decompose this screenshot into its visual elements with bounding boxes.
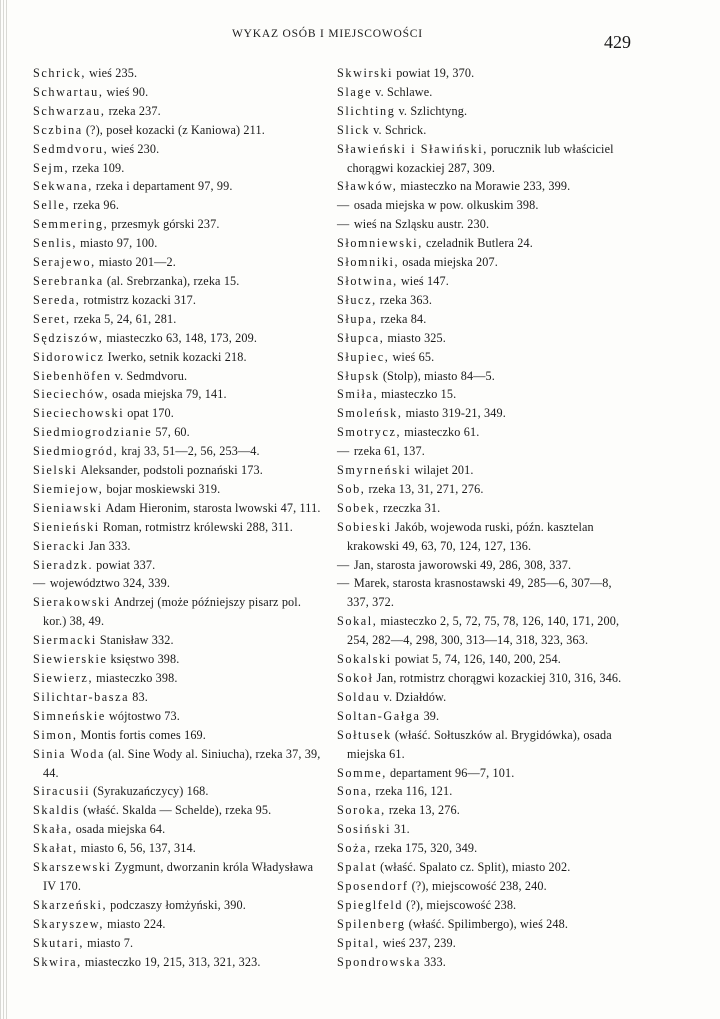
entry-headword: Skała,	[33, 822, 73, 837]
index-entry	[33, 499, 325, 518]
index-entry	[33, 858, 325, 896]
entry-headword: Spalat	[337, 860, 378, 875]
entry-description: 57, 60.	[155, 425, 190, 440]
entry-description: bojar moskiewski 319.	[106, 481, 221, 496]
entry-description: miasto 7.	[87, 935, 134, 950]
index-entry	[33, 291, 325, 310]
index-entry	[337, 442, 633, 461]
entry-description: rzeka 84.	[380, 311, 427, 326]
entry-description: Roman, rotmistrz królewski 288, 311.	[102, 519, 293, 534]
entry-headword: Spondrowska	[337, 954, 421, 969]
entry-headword: Schwarzau,	[33, 103, 106, 118]
index-entry	[337, 480, 633, 499]
entry-description: miasteczko na Morawie 233, 399.	[400, 179, 571, 194]
entry-description: miasto 325.	[387, 330, 446, 345]
entry-description: miasteczko 19, 215, 313, 321, 323.	[84, 954, 261, 969]
entry-headword: Serebranka	[33, 273, 104, 288]
index-entry	[33, 348, 325, 367]
index-entry	[337, 215, 633, 234]
entry-description: 83.	[132, 689, 148, 704]
entry-description: wilajet 201.	[414, 463, 474, 478]
entry-description: wieś 230.	[111, 141, 160, 156]
index-column-right	[337, 64, 633, 972]
entry-description: (właść. Spilimbergo), wieś 248.	[408, 916, 569, 931]
entry-description: powiat 5, 74, 126, 140, 200, 254.	[394, 652, 561, 667]
index-entry	[33, 480, 325, 499]
entry-description: (al. Srebrzanka), rzeka 15.	[106, 273, 240, 288]
index-entry	[33, 896, 325, 915]
page-header	[0, 22, 720, 52]
entry-headword: Sposendorf	[337, 878, 409, 893]
index-entry	[33, 745, 325, 783]
index-entry	[33, 593, 325, 631]
entry-headword: Skaldis	[33, 803, 81, 818]
index-entry	[337, 499, 633, 518]
entry-headword: Sob,	[337, 481, 366, 496]
entry-headword: —	[337, 198, 351, 213]
entry-description: miasteczko 398.	[96, 671, 178, 685]
entry-headword: Spital,	[337, 935, 380, 950]
index-entry	[337, 858, 633, 877]
entry-headword: Skwirski	[337, 66, 394, 80]
index-entry	[33, 726, 325, 745]
entry-description: (właść. Spalato cz. Split), miasto 202.	[380, 860, 571, 875]
entry-description: wieś 235.	[89, 66, 138, 80]
entry-headword: Słupca,	[337, 330, 385, 345]
index-entry	[337, 764, 633, 783]
entry-headword: Schwartau,	[33, 84, 104, 99]
index-entry	[337, 461, 633, 480]
index-entry	[337, 896, 633, 915]
index-entry	[337, 272, 633, 291]
entry-description: miasteczko 15.	[381, 387, 457, 402]
entry-description: porucznik lub właściciel chorągwi kozackiej 287, 309.	[347, 141, 614, 175]
entry-headword: Siermacki	[33, 633, 97, 648]
entry-headword: Słomniki,	[337, 255, 400, 270]
index-entry	[33, 196, 325, 215]
index-entry	[337, 291, 633, 310]
entry-headword: Smotrycz,	[337, 425, 402, 440]
entry-headword: Sereda,	[33, 292, 81, 307]
entry-description: (Syrakuzańczycy) 168.	[93, 784, 209, 799]
entry-headword: Skutari,	[33, 935, 85, 950]
index-entry	[337, 121, 633, 140]
entry-headword: Sokoł	[337, 671, 374, 685]
entry-description: rzeka 109.	[72, 160, 125, 175]
entry-description: miasteczko 61.	[404, 425, 480, 440]
entry-headword: Sczbina	[33, 122, 83, 137]
entry-description: rzeka 13, 276.	[388, 803, 460, 818]
entry-description: rzeka 363.	[379, 292, 433, 307]
entry-description: rzeka 96.	[73, 198, 120, 213]
index-entry	[337, 650, 633, 669]
entry-description: v. Sedmdvoru.	[114, 368, 188, 383]
entry-headword: Słucz,	[337, 292, 377, 307]
entry-headword: Sieniawski	[33, 500, 103, 515]
entry-headword: Sinia Woda	[33, 746, 106, 761]
index-entry	[33, 177, 325, 196]
entry-description: (właść. Sołtuszków al. Brygidówka), osada miejska 61.	[347, 727, 612, 761]
index-entry	[33, 688, 325, 707]
index-entry	[33, 102, 325, 121]
entry-description: powiat 337.	[96, 557, 156, 572]
index-entry	[337, 669, 633, 688]
index-entry	[337, 574, 633, 612]
index-entry	[33, 839, 325, 858]
index-entry	[337, 83, 633, 102]
entry-headword: Siewierz,	[33, 671, 94, 685]
entry-headword: Somme,	[337, 765, 387, 780]
entry-headword: Selle,	[33, 198, 71, 213]
entry-headword: Słupsk	[337, 368, 380, 383]
entry-headword: Sędziszów,	[33, 330, 104, 345]
entry-description: Jan, starosta jaworowski 49, 286, 308, 337.	[353, 557, 572, 572]
entry-headword: Slick	[337, 122, 371, 137]
entry-description: (Stolp), miasto 84—5.	[382, 368, 496, 383]
entry-description: miasto 97, 100.	[80, 236, 158, 251]
entry-headword: Silichtar-basza	[33, 689, 130, 704]
entry-headword: Seret,	[33, 311, 71, 326]
entry-description: v. Schrick.	[373, 122, 427, 137]
entry-description: Jan 333.	[88, 538, 131, 553]
entry-description: miasto 319-21, 349.	[405, 406, 506, 421]
entry-headword: Smiła,	[337, 387, 379, 402]
entry-description: rzeczka 31.	[383, 500, 441, 515]
index-entry	[337, 877, 633, 896]
index-entry	[33, 650, 325, 669]
entry-description: rzeka 175, 320, 349.	[374, 841, 478, 856]
index-entry	[337, 140, 633, 178]
entry-headword: Sławieński i Sławiński,	[337, 141, 488, 156]
index-entry	[33, 574, 325, 593]
entry-description: miasto 224.	[107, 916, 166, 931]
entry-description: podczaszy łomżyński, 390.	[110, 897, 246, 912]
entry-headword: Skaryszew,	[33, 916, 105, 931]
index-entry	[337, 707, 633, 726]
index-entry	[33, 442, 325, 461]
entry-description: czeladnik Butlera 24.	[425, 236, 533, 251]
entry-description: osada miejska 207.	[402, 255, 498, 270]
entry-headword: —	[33, 576, 47, 591]
index-entry	[337, 253, 633, 272]
entry-description: Aleksander, podstoli poznański 173.	[80, 463, 263, 478]
entry-headword: Sienieński	[33, 519, 100, 534]
index-entry	[33, 385, 325, 404]
index-entry	[33, 64, 325, 83]
index-column-left	[33, 64, 325, 972]
entry-description: Stanisław 332.	[99, 633, 174, 648]
index-entry	[33, 234, 325, 253]
entry-headword: Sieracki	[33, 538, 86, 553]
index-entry	[33, 518, 325, 537]
running-title: WYKAZ OSÓB I MIEJSCOWOŚCI	[232, 28, 423, 40]
entry-headword: Słupiec,	[337, 349, 390, 364]
entry-description: osada miejska 64.	[75, 822, 166, 837]
entry-headword: Simneńskie	[33, 708, 106, 723]
index-entry	[337, 782, 633, 801]
entry-description: przesmyk górski 237.	[111, 217, 220, 232]
entry-description: Marek, starosta krasnostawski 49, 285—6, 307—8, 337, 372.	[347, 576, 612, 610]
entry-description: rzeka 5, 24, 61, 281.	[73, 311, 177, 326]
entry-description: wójtostwo 73.	[108, 708, 180, 723]
entry-description: miasto 201—2.	[98, 255, 176, 270]
entry-headword: Sokal,	[337, 614, 378, 629]
entry-description: kraj 33, 51—2, 56, 253—4.	[121, 444, 260, 459]
entry-headword: Soltan-Gałga	[337, 708, 421, 723]
entry-headword: Siedmiogrodzianie	[33, 425, 153, 440]
entry-description: Adam Hieronim, starosta lwowski 47, 111.	[105, 500, 321, 515]
entry-headword: Skwira,	[33, 954, 82, 969]
entry-description: v. Działdów.	[383, 689, 447, 704]
entry-headword: Sieciechowski	[33, 406, 125, 421]
entry-headword: Smyrneński	[337, 463, 412, 478]
index-entry	[337, 726, 633, 764]
entry-headword: Serajewo,	[33, 255, 96, 270]
entry-headword: Soża,	[337, 841, 372, 856]
book-binding-edge	[0, 0, 9, 1019]
index-entry	[33, 423, 325, 442]
index-entry	[337, 915, 633, 934]
entry-headword: Siewierskie	[33, 652, 108, 667]
entry-description: wieś 90.	[106, 84, 149, 99]
entry-description: rotmistrz kozacki 317.	[83, 292, 197, 307]
entry-headword: Sokalski	[337, 652, 392, 667]
entry-description: opat 170.	[127, 406, 174, 421]
entry-headword: Siedmiogród,	[33, 444, 119, 459]
entry-description: Andrzej (może późniejszy pisarz pol. kor.) 38, 49.	[43, 595, 302, 629]
entry-headword: Sieciechów,	[33, 387, 110, 402]
entry-description: (?), miejscowość 238.	[406, 897, 517, 912]
entry-headword: Sieradzk.	[33, 557, 94, 572]
index-entry	[33, 310, 325, 329]
entry-description: miasto 6, 56, 137, 314.	[80, 841, 196, 856]
index-entry	[33, 159, 325, 178]
entry-headword: —	[337, 557, 351, 572]
entry-description: wieś 147.	[400, 273, 449, 288]
index-entry	[337, 196, 633, 215]
entry-description: 333.	[424, 954, 446, 969]
index-entry	[337, 404, 633, 423]
index-entry	[33, 83, 325, 102]
entry-description: Zygmunt, dworzanin króla Władysława IV 170.	[43, 860, 314, 893]
entry-headword: Slichting	[337, 103, 396, 118]
entry-headword: Smoleńsk,	[337, 406, 403, 421]
index-entry	[337, 612, 633, 650]
entry-description: województwo 324, 339.	[49, 576, 171, 591]
entry-headword: —	[337, 217, 351, 232]
index-entry	[33, 915, 325, 934]
index-entry	[337, 801, 633, 820]
entry-headword: Simon,	[33, 727, 78, 742]
index-entry	[33, 253, 325, 272]
index-entry	[337, 177, 633, 196]
entry-description: księstwo 398.	[110, 652, 180, 667]
index-entry	[337, 64, 633, 83]
index-entry	[33, 121, 325, 140]
entry-headword: Sedmdvoru,	[33, 141, 109, 156]
entry-description: wieś 237, 239.	[382, 935, 456, 950]
entry-description: Jakób, wojewoda ruski, późn. kasztelan krakowski 49, 63, 70, 124, 127, 136.	[347, 519, 594, 553]
entry-description: rzeka 61, 137.	[353, 444, 425, 459]
entry-description: rzeka 13, 31, 271, 276.	[368, 481, 484, 496]
entry-description: Jan, rotmistrz chorągwi kozackiej 310, 316, 346.	[376, 671, 622, 685]
index-entry	[33, 934, 325, 953]
entry-headword: Skałat,	[33, 841, 78, 856]
entry-headword: Sielski	[33, 463, 78, 478]
index-entry	[337, 385, 633, 404]
index-entry	[33, 801, 325, 820]
index-entry	[33, 329, 325, 348]
index-entry	[33, 461, 325, 480]
entry-description: (właść. Skalda — Schelde), rzeka 95.	[83, 803, 272, 818]
index-entry	[337, 348, 633, 367]
entry-description: osada miejska w pow. olkuskim 398.	[353, 198, 539, 213]
entry-headword: Skarzeński,	[33, 897, 108, 912]
entry-description: (?), miejscowość 238, 240.	[411, 878, 547, 893]
index-entry	[33, 537, 325, 556]
index-entry	[337, 839, 633, 858]
entry-headword: Siracusii	[33, 784, 91, 799]
entry-description: 39.	[423, 708, 440, 723]
index-entry	[337, 688, 633, 707]
entry-headword: —	[337, 444, 351, 459]
entry-description: v. Szlichtyng.	[398, 103, 468, 118]
index-entry	[337, 367, 633, 386]
index-entry	[33, 631, 325, 650]
entry-headword: Semmering,	[33, 217, 109, 232]
index-entry	[337, 820, 633, 839]
index-entry	[33, 820, 325, 839]
entry-description: rzeka i departament 97, 99.	[95, 179, 233, 194]
index-entry	[337, 953, 633, 972]
entry-headword: Soroka,	[337, 803, 386, 818]
entry-description: Iwerko, setnik kozacki 218.	[107, 349, 247, 364]
index-entry	[33, 669, 325, 688]
entry-headword: Siemiejow,	[33, 481, 104, 496]
index-entry	[33, 404, 325, 423]
entry-headword: Schrick,	[33, 66, 87, 80]
entry-headword: Skarszewski	[33, 860, 112, 875]
index-entry	[337, 102, 633, 121]
entry-headword: Soldau	[337, 689, 381, 704]
entry-headword: Senlis,	[33, 236, 78, 251]
entry-headword: Słomniewski,	[337, 236, 423, 251]
entry-headword: Siebenhöfen	[33, 368, 112, 383]
entry-headword: Sidorowicz	[33, 349, 105, 364]
entry-headword: Sosiński	[337, 822, 392, 837]
index-entry	[33, 367, 325, 386]
entry-headword: Sławków,	[337, 179, 398, 194]
entry-headword: Słotwina,	[337, 273, 398, 288]
entry-headword: Sobieski	[337, 519, 392, 534]
index-entry	[33, 707, 325, 726]
entry-headword: Spieglfeld	[337, 897, 404, 912]
entry-headword: Sona,	[337, 784, 373, 799]
entry-description: miasteczko 2, 5, 72, 75, 78, 126, 140, 171, 200, 254, 282—4, 298, 300, 313—14, 318, 323, 363.	[347, 614, 620, 648]
entry-headword: —	[337, 576, 351, 591]
entry-description: Montis fortis comes 169.	[80, 727, 207, 742]
entry-description: departament 96—7, 101.	[389, 765, 515, 780]
entry-description: (?), poseł kozacki (z Kaniowa) 211.	[85, 122, 265, 137]
entry-description: miasteczko 63, 148, 173, 209.	[106, 330, 258, 345]
index-entry	[33, 215, 325, 234]
index-entry	[337, 934, 633, 953]
index-entry	[337, 310, 633, 329]
index-entry	[33, 140, 325, 159]
entry-description: (al. Sine Wody al. Siniucha), rzeka 37, 39, 44.	[43, 746, 321, 780]
entry-description: wieś 65.	[392, 349, 435, 364]
index-entry	[33, 953, 325, 972]
entry-description: wieś na Szląsku austr. 230.	[353, 217, 490, 232]
entry-headword: Słupa,	[337, 311, 378, 326]
index-entry	[337, 329, 633, 348]
entry-headword: Sierakowski	[33, 595, 111, 610]
entry-headword: Sekwana,	[33, 179, 93, 194]
entry-description: rzeka 116, 121.	[375, 784, 453, 799]
index-entry	[33, 272, 325, 291]
entry-headword: Sobek,	[337, 500, 381, 515]
index-entry	[337, 423, 633, 442]
entry-description: rzeka 237.	[108, 103, 161, 118]
entry-headword: Sołtusek	[337, 727, 392, 742]
entry-description: powiat 19, 370.	[396, 66, 475, 80]
entry-description: v. Schlawe.	[375, 84, 433, 99]
index-entry	[33, 782, 325, 801]
entry-headword: Sejm,	[33, 160, 70, 175]
entry-headword: Slage	[337, 84, 373, 99]
entry-headword: Spilenberg	[337, 916, 406, 931]
index-entry	[337, 556, 633, 575]
page-number: 429	[604, 32, 631, 52]
index-entry	[33, 556, 325, 575]
entry-description: 31.	[394, 822, 410, 837]
entry-description: osada miejska 79, 141.	[112, 387, 227, 402]
index-entry	[337, 234, 633, 253]
index-entry	[337, 518, 633, 556]
